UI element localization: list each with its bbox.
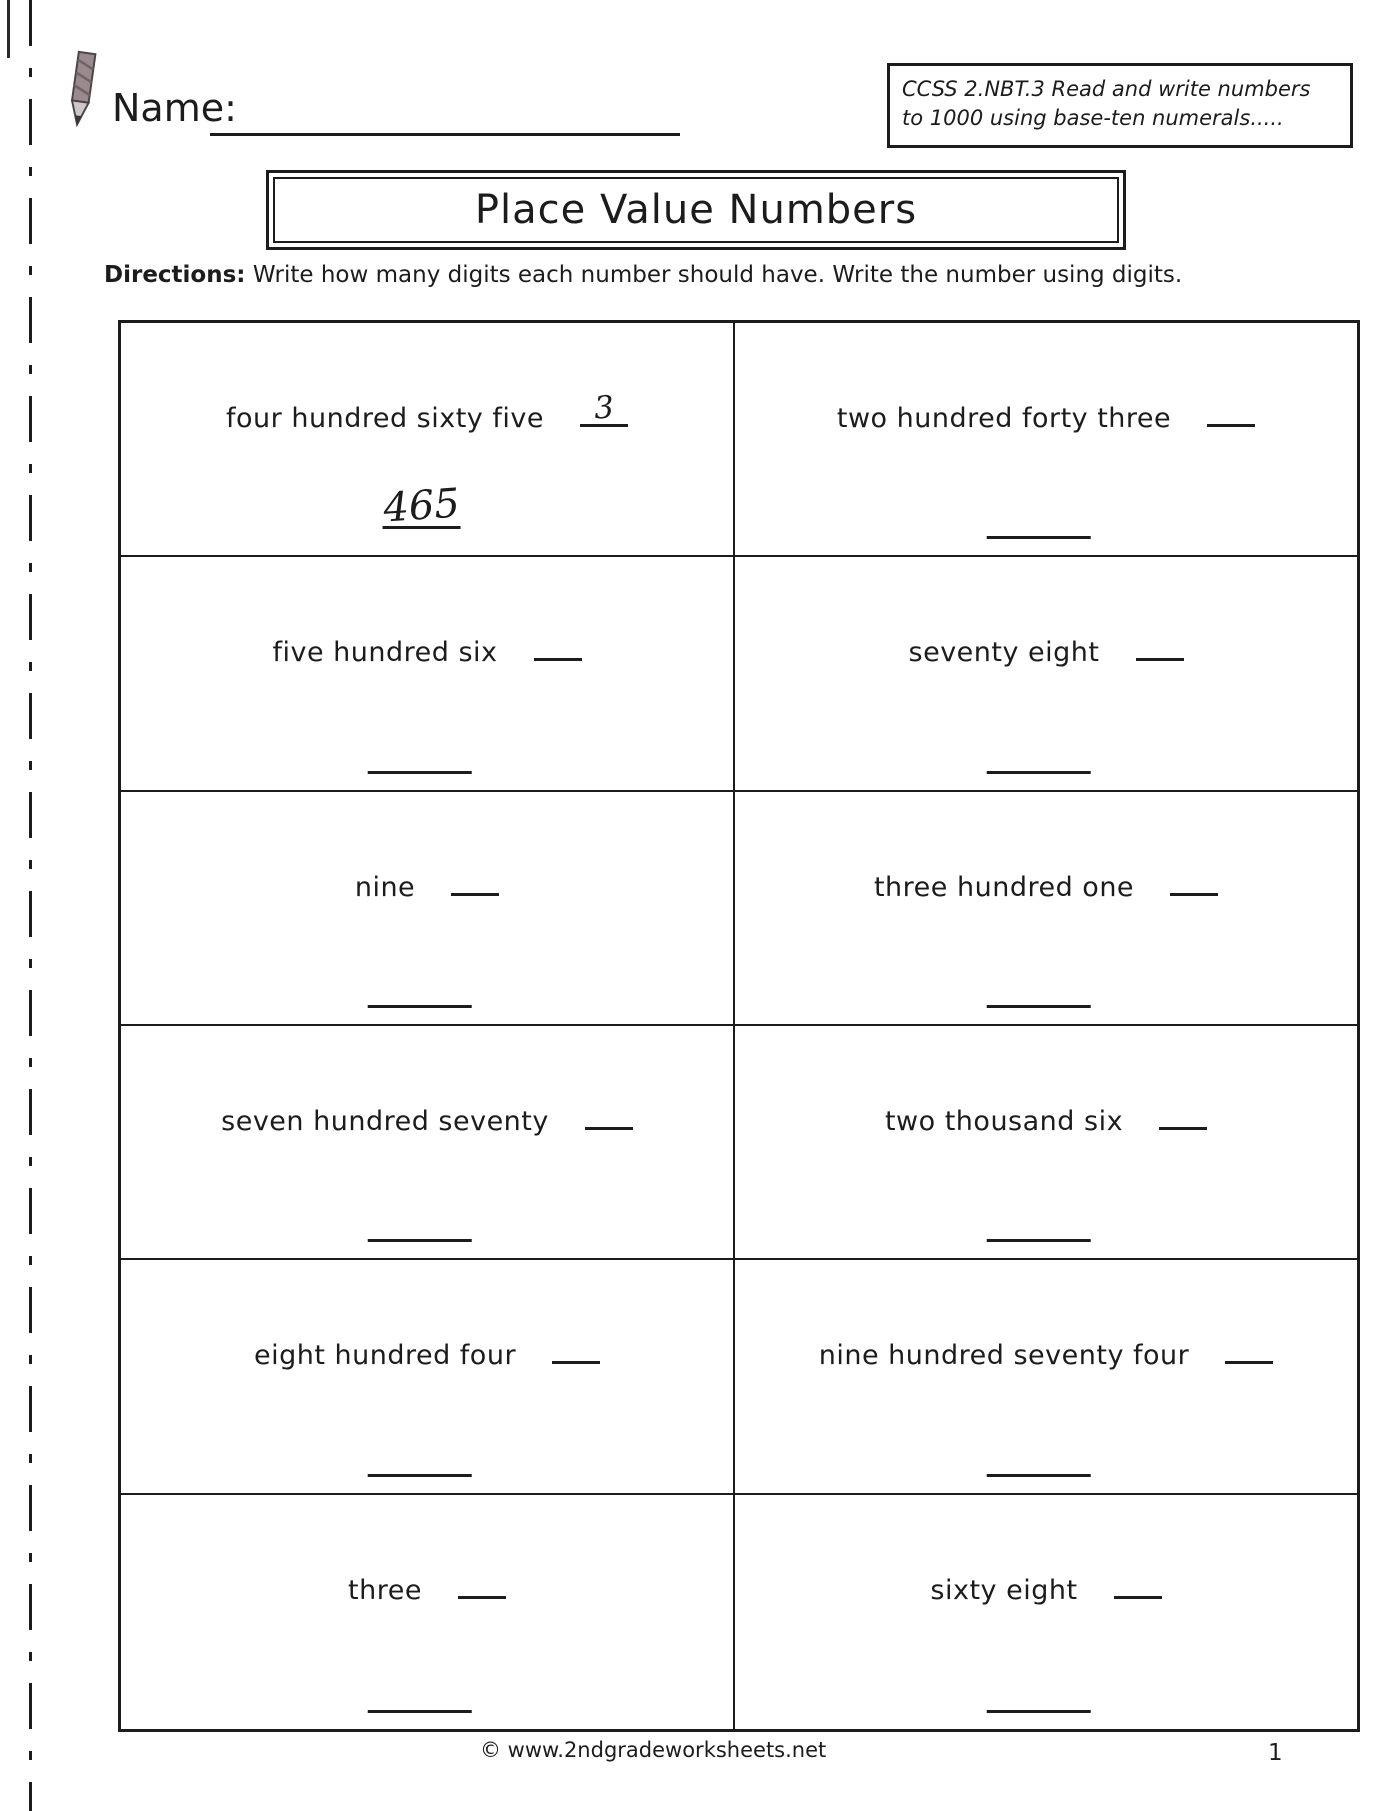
- page-number: 1: [1268, 1740, 1283, 1766]
- number-blank: [381, 480, 462, 532]
- problem-cell-8: [735, 1026, 1357, 1260]
- directions: [104, 262, 1304, 288]
- number-words: five hundred six: [272, 637, 498, 669]
- ccss-standard-box: [887, 63, 1353, 148]
- number-words: seven hundred seventy: [221, 1105, 549, 1137]
- worksheet-table: [118, 320, 1360, 1732]
- number-blank: [368, 1193, 472, 1242]
- problem-cell-9: [121, 1260, 735, 1494]
- problem-cell-3: [121, 557, 735, 791]
- number-words: two thousand six: [884, 1105, 1124, 1137]
- number-blank: [368, 1428, 472, 1477]
- number-words: three hundred one: [873, 871, 1135, 903]
- number-words: three: [348, 1574, 422, 1606]
- digit-count-blank: [451, 876, 499, 896]
- digit-count-blank: [585, 1110, 633, 1130]
- problem-cell-1: [121, 323, 735, 557]
- handwritten-digit-count: 3: [592, 389, 616, 427]
- name-label: Name:: [112, 86, 237, 130]
- number-blank: [368, 725, 472, 774]
- number-blank: [987, 725, 1091, 774]
- digit-count-blank: [1225, 1345, 1273, 1365]
- pencil-icon: [54, 47, 107, 136]
- number-words: four hundred sixty five: [226, 403, 544, 434]
- digit-count-blank: [1136, 642, 1184, 662]
- number-blank: [368, 1664, 472, 1713]
- ccss-standard-line1: CCSS 2.NBT.3 Read and write numbers: [902, 77, 1311, 101]
- problem-cell-6: [735, 792, 1357, 1026]
- problem-cell-11: [121, 1495, 735, 1729]
- number-words: two hundred forty three: [836, 403, 1172, 434]
- footer-copyright: © www.2ndgradeworksheets.net: [480, 1738, 827, 1762]
- digit-count-blank: [458, 1579, 506, 1599]
- digit-count-blank: [552, 1345, 600, 1365]
- digit-count-blank: [1207, 407, 1255, 427]
- problem-cell-7: [121, 1026, 735, 1260]
- problem-cell-10: [735, 1260, 1357, 1494]
- number-blank: [987, 1428, 1091, 1477]
- title-box-inner-border: [273, 177, 1119, 243]
- digit-count-blank: [1114, 1579, 1162, 1599]
- problem-cell-5: [121, 792, 735, 1026]
- digit-count-blank: [1159, 1110, 1207, 1130]
- handwritten-number: 465: [381, 480, 462, 532]
- directions-label: Directions:: [104, 262, 246, 288]
- number-blank: [987, 959, 1091, 1008]
- number-words: seventy eight: [908, 637, 1100, 669]
- number-blank: [987, 490, 1091, 539]
- page-title: Place Value Numbers: [474, 187, 918, 233]
- page-edge-mark: [7, 0, 10, 58]
- name-blank-line: [210, 133, 680, 136]
- number-blank: [987, 1664, 1091, 1713]
- title-box: [266, 170, 1126, 250]
- number-words: nine hundred seventy four: [818, 1340, 1190, 1372]
- notebook-edge-dashed-line: [29, 0, 32, 1811]
- problem-cell-2: [735, 323, 1357, 557]
- number-words: eight hundred four: [253, 1340, 517, 1372]
- digit-count-blank: [534, 642, 582, 662]
- number-words: sixty eight: [930, 1574, 1078, 1606]
- number-words: nine: [354, 871, 416, 903]
- problem-cell-12: [735, 1495, 1357, 1729]
- directions-text: Write how many digits each number should have. Write the number using digits.: [252, 262, 1183, 288]
- number-blank: [987, 1193, 1091, 1242]
- digit-count-blank: [1170, 876, 1218, 896]
- number-blank: [368, 959, 472, 1008]
- problem-cell-4: [735, 557, 1357, 791]
- digit-count-blank: [580, 389, 628, 427]
- ccss-standard-line2: to 1000 using base-ten numerals.....: [902, 105, 1284, 130]
